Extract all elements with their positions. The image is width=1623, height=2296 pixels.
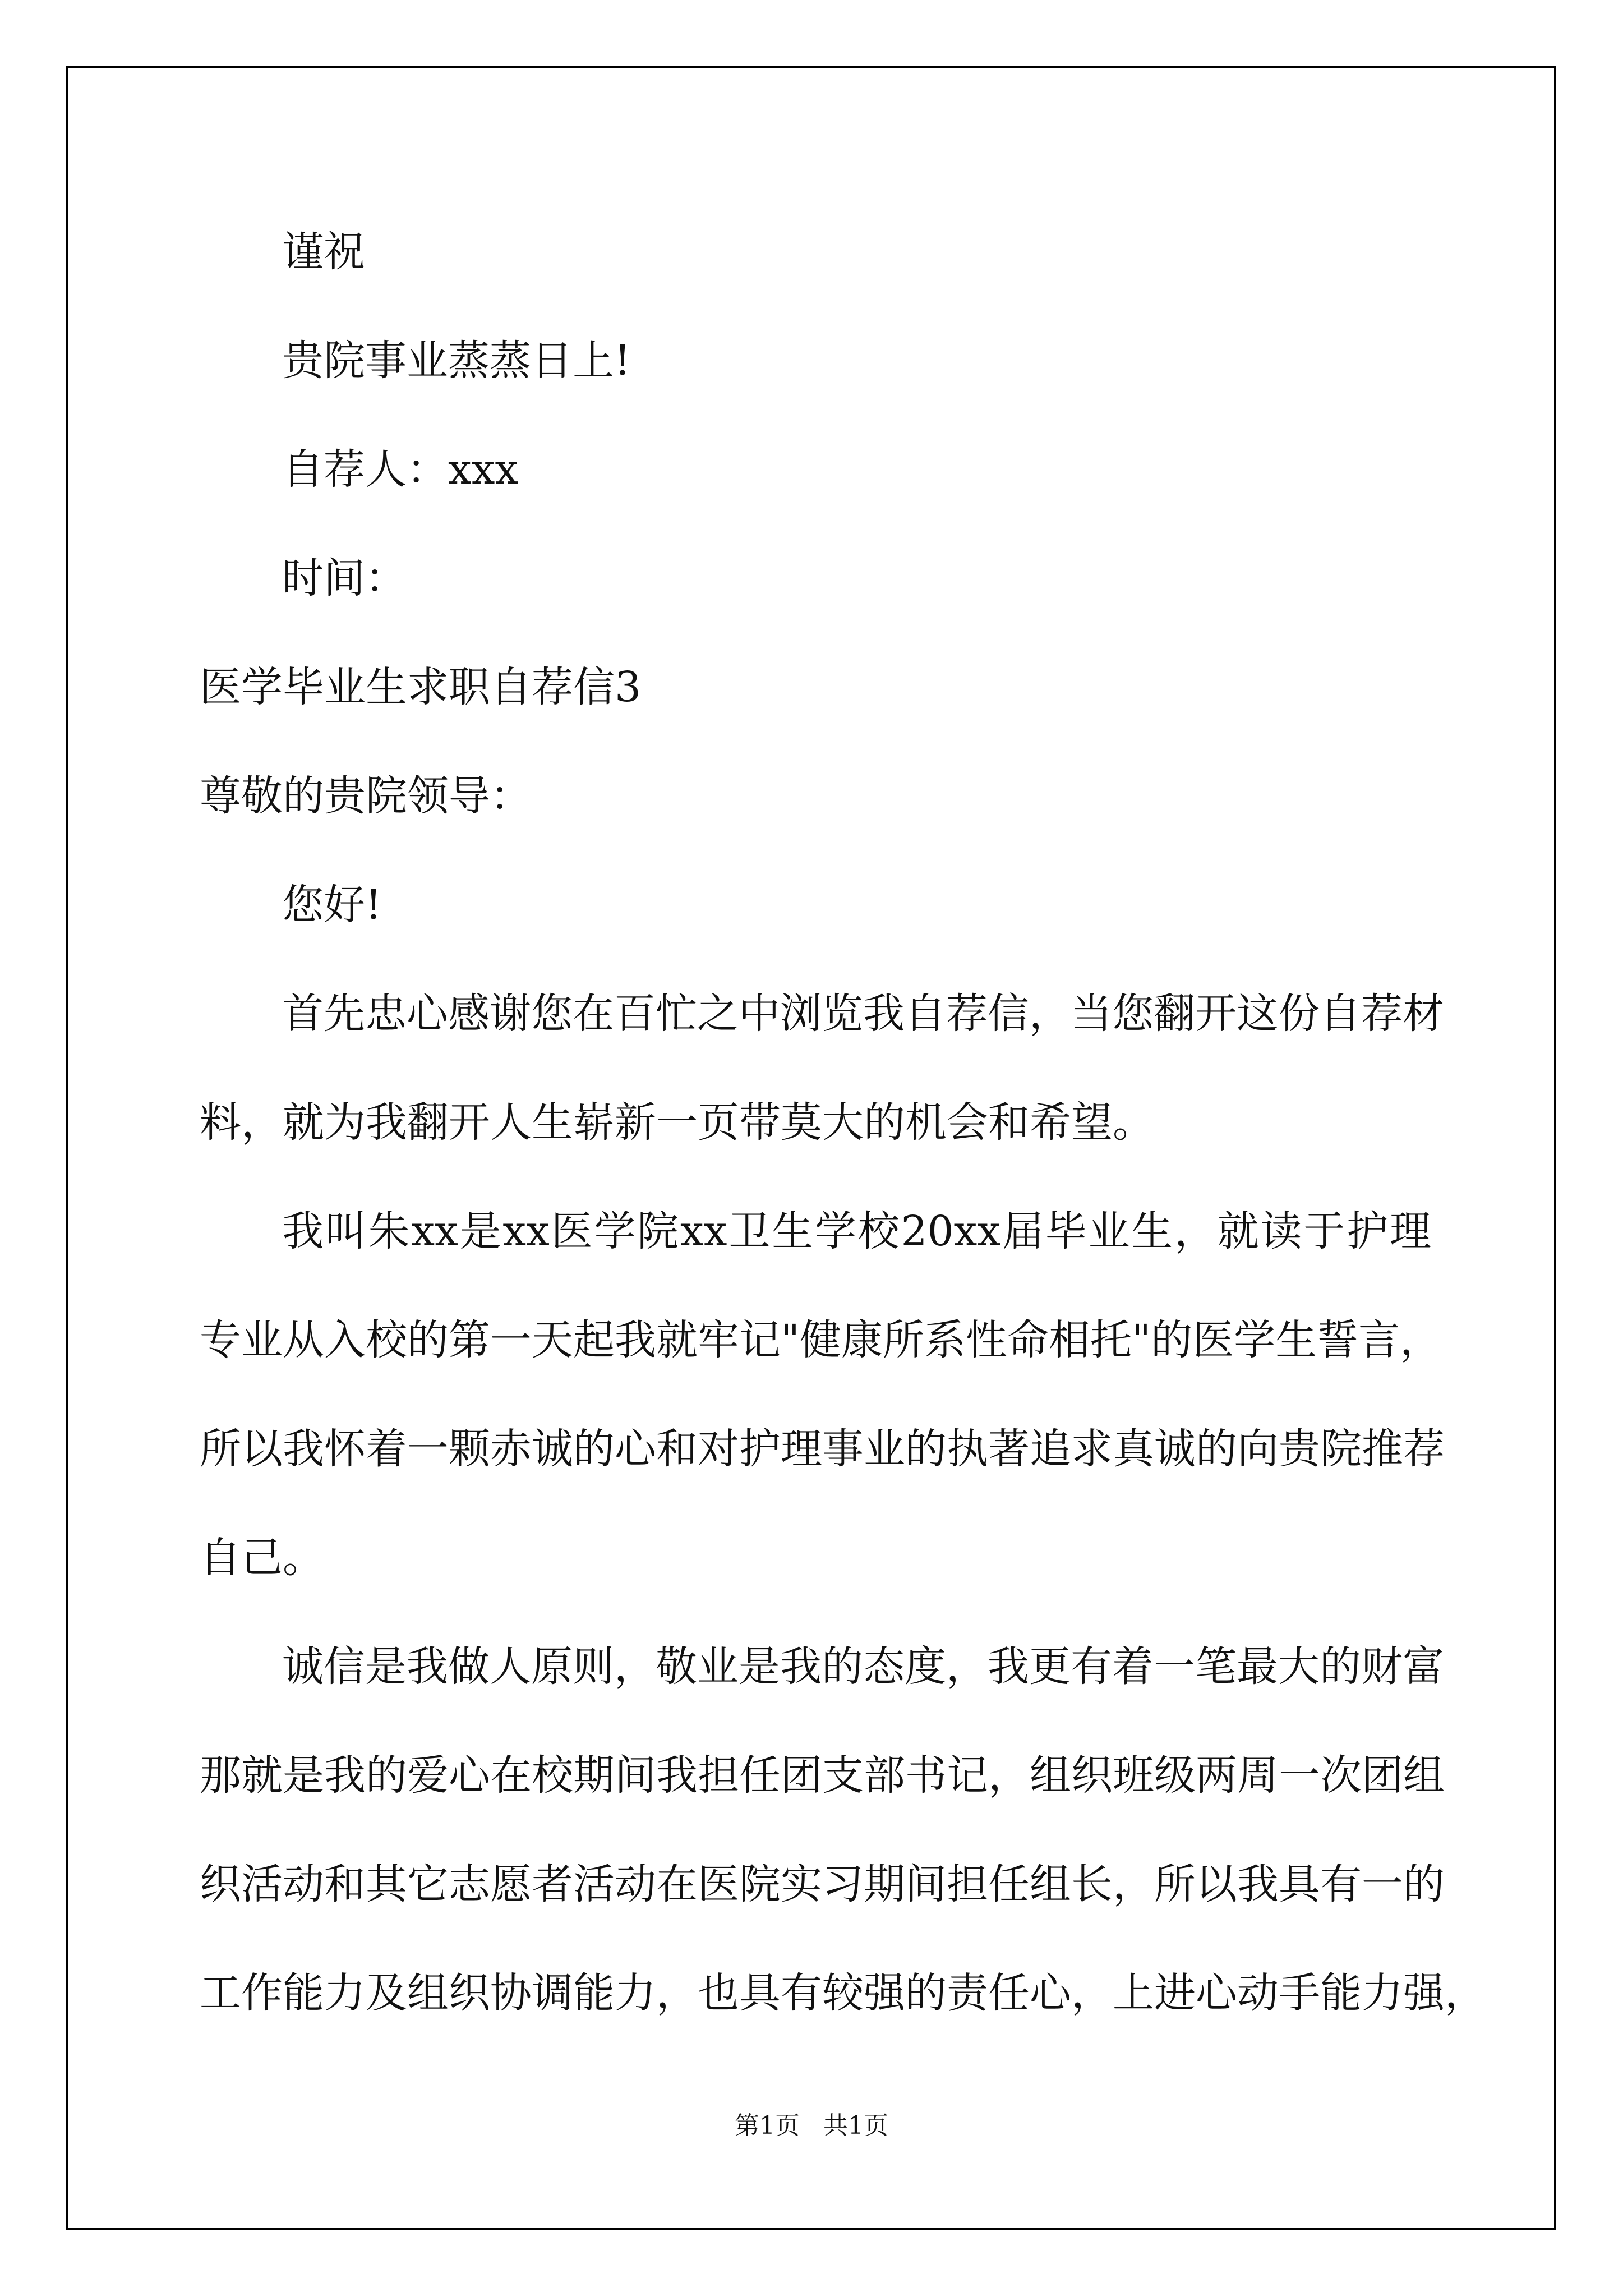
page-footer: 第1页 共1页 bbox=[735, 2111, 888, 2140]
closing-respectfully: 谨祝 bbox=[282, 228, 365, 276]
paragraph-3-line-1: 诚信是我做人原则，敬业是我的态度，我更有着一笔最大的财富 bbox=[282, 1642, 1444, 1691]
greeting: 您好! bbox=[282, 881, 382, 929]
paragraph-2-line-2: 专业从入校的第一天起我就牢记"健康所系性命相托"的医学生誓言， bbox=[200, 1316, 1442, 1364]
paragraph-2-line-1: 我叫朱xx是xx医学院xx卫生学校20xx届毕业生，就读于护理 bbox=[282, 1207, 1431, 1255]
salutation: 尊敬的贵院领导： bbox=[200, 772, 532, 820]
paragraph-2-line-3: 所以我怀着一颗赤诚的心和对护理事业的执著追求真诚的向贵院推荐 bbox=[200, 1425, 1445, 1473]
paragraph-3-line-3: 织活动和其它志愿者活动在医院实习期间担任组长，所以我具有一的 bbox=[200, 1860, 1445, 1908]
paragraph-2-line-4: 自己。 bbox=[200, 1534, 324, 1582]
paragraph-3-line-2: 那就是我的爱心在校期间我担任团支部书记，组织班级两周一次团组 bbox=[200, 1751, 1445, 1800]
paragraph-1-line-2: 料，就为我翻开人生崭新一页带莫大的机会和希望。 bbox=[200, 1098, 1154, 1147]
paragraph-1-line-1: 首先忠心感谢您在百忙之中浏览我自荐信，当您翻开这份自荐材 bbox=[282, 990, 1444, 1038]
section-title: 医学毕业生求职自荐信3 bbox=[200, 663, 642, 711]
closing-signer: 自荐人：xxx bbox=[282, 445, 519, 494]
closing-wish: 贵院事业蒸蒸日上! bbox=[282, 337, 631, 385]
paragraph-3-line-4: 工作能力及组织协调能力，也具有较强的责任心，上进心动手能力强， bbox=[200, 1969, 1486, 2017]
closing-date: 时间： bbox=[282, 554, 407, 602]
